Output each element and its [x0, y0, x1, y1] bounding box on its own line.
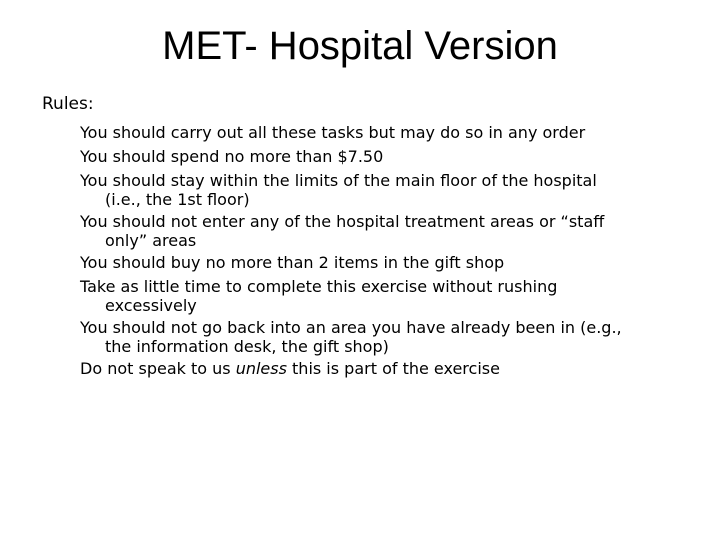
- rule-item-main-floor: [80, 169, 692, 210]
- rule-text: Take as little time to complete this exercise without rushing: [80, 277, 558, 296]
- rule-text-suffix: this is part of the exercise: [286, 359, 500, 378]
- rule-item-do-not-speak: [80, 357, 692, 381]
- rule-item-restricted-areas: [80, 210, 692, 251]
- rule-text-continuation: the information desk, the gift shop): [105, 337, 389, 356]
- rule-text: You should carry out all these tasks but may do so in any order: [80, 123, 586, 142]
- rule-text: You should buy no more than 2 items in the gift shop: [80, 253, 505, 272]
- rule-text: You should stay within the limits of the main floor of the hospital: [80, 171, 597, 190]
- rule-text-emphasis: unless: [235, 359, 287, 378]
- rule-item-carry-out-tasks: [80, 121, 692, 145]
- rule-text: You should not go back into an area you have already been in (e.g.,: [80, 318, 622, 337]
- rules-heading: Rules:: [42, 94, 94, 114]
- rule-text-continuation: excessively: [105, 296, 197, 315]
- rule-item-time: [80, 275, 692, 316]
- slide-title: MET- Hospital Version: [162, 24, 558, 68]
- rule-item-spending-limit: [80, 145, 692, 169]
- rule-text: You should spend no more than $7.50: [80, 147, 384, 166]
- rule-text: You should not enter any of the hospital treatment areas or “staff: [80, 212, 605, 231]
- rule-text-prefix: Do not speak to us: [80, 359, 236, 378]
- rule-text-continuation: (i.e., the 1st floor): [105, 190, 250, 209]
- rule-text-continuation: only” areas: [105, 231, 197, 250]
- rules-list: [80, 121, 692, 381]
- rule-item-no-revisit: [80, 316, 692, 357]
- rule-item-gift-shop-limit: [80, 251, 692, 275]
